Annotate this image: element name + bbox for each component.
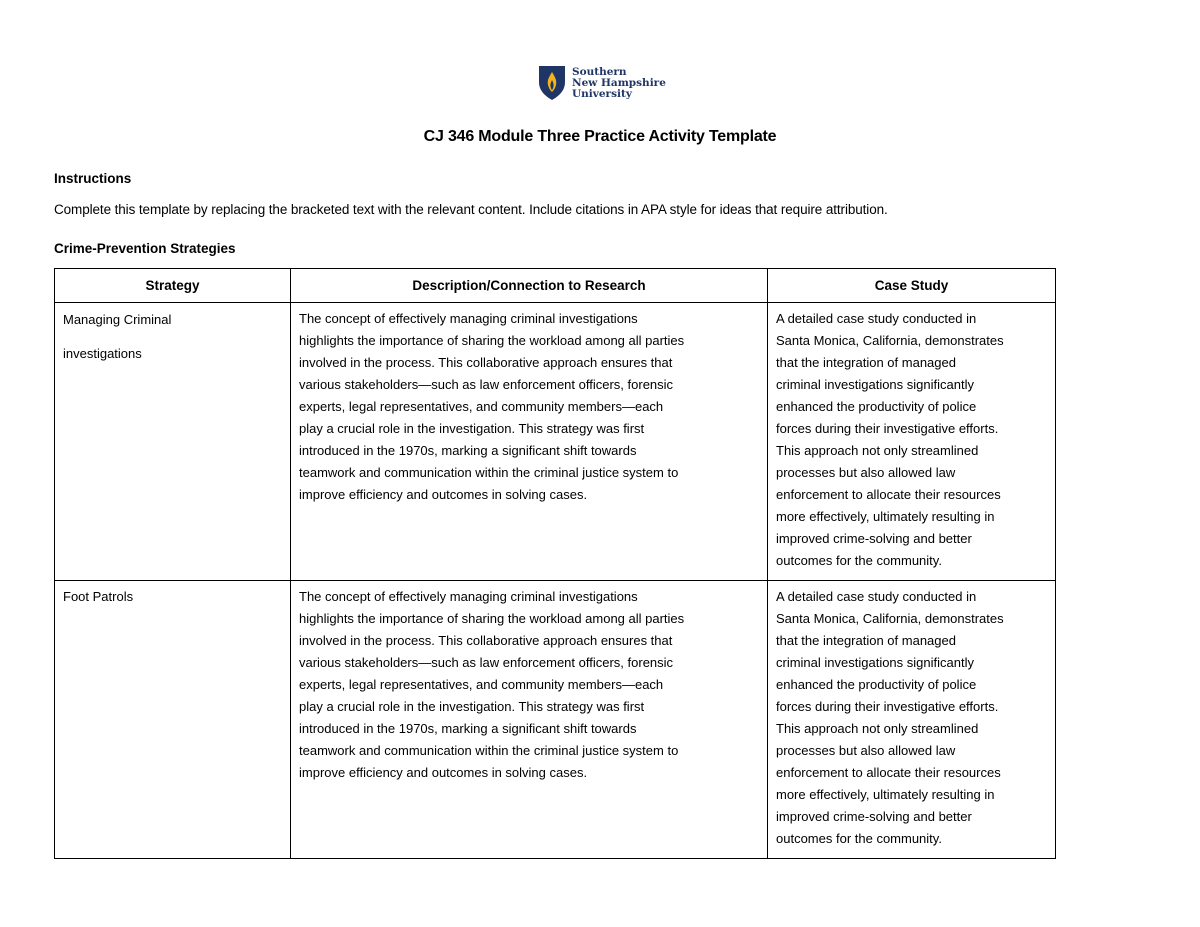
case-study-line: more effectively, ultimately resulting in [776, 787, 995, 802]
instructions-heading: Instructions [54, 171, 132, 186]
case-study-line: enforcement to allocate their resources [776, 765, 1001, 780]
case-study-line: Santa Monica, California, demonstrates [776, 333, 1004, 348]
case-study-cell [768, 581, 1056, 859]
shield-flame-icon [538, 65, 566, 101]
description-line: introduced in the 1970s, marking a significant shift towards [299, 443, 637, 458]
table-row [55, 581, 1056, 859]
case-study-line: outcomes for the community. [776, 831, 942, 846]
case-study-line: processes but also allowed law [776, 743, 956, 758]
description-cell [291, 581, 768, 859]
case-study-line: enhanced the productivity of police [776, 399, 977, 414]
header-strategy: Strategy [55, 269, 291, 303]
case-study-line: enforcement to allocate their resources [776, 487, 1001, 502]
description-line: teamwork and communication within the criminal justice system to [299, 743, 679, 758]
logo-wordmark [572, 67, 666, 100]
table-row [55, 303, 1056, 581]
strategy-cell [55, 581, 291, 859]
case-study-line: Santa Monica, California, demonstrates [776, 611, 1004, 626]
case-study-line: improved crime-solving and better [776, 809, 972, 824]
case-study-line: This approach not only streamlined [776, 443, 979, 458]
instructions-text: Complete this template by replacing the bracketed text with the relevant content. Include citations in APA style for ideas that require attribution. [54, 202, 888, 217]
strategy-cell [55, 303, 291, 581]
strategy-line: Foot Patrols [63, 589, 134, 604]
description-line: experts, legal representatives, and community members—each [299, 399, 664, 414]
description-cell [291, 303, 768, 581]
case-study-line: criminal investigations significantly [776, 655, 974, 670]
strategies-table [54, 268, 1056, 859]
description-line: teamwork and communication within the criminal justice system to [299, 465, 679, 480]
document-title: CJ 346 Module Three Practice Activity Template [423, 128, 777, 145]
description-line: play a crucial role in the investigation. This strategy was first [299, 699, 645, 714]
description-line: The concept of effectively managing criminal investigations [299, 311, 638, 326]
case-study-line: This approach not only streamlined [776, 721, 979, 736]
case-study-line: processes but also allowed law [776, 465, 956, 480]
description-line: improve efficiency and outcomes in solving cases. [299, 765, 588, 780]
table-header-row [55, 269, 1056, 303]
header-case-study: Case Study [768, 269, 1056, 303]
description-line: involved in the process. This collaborative approach ensures that [299, 355, 673, 370]
logo-line-3: University [572, 87, 632, 100]
case-study-line: forces during their investigative efforts. [776, 421, 999, 436]
description-line: highlights the importance of sharing the workload among all parties [299, 333, 685, 348]
description-line: The concept of effectively managing criminal investigations [299, 589, 638, 604]
section-heading: Crime-Prevention Strategies [54, 241, 236, 256]
case-study-line: enhanced the productivity of police [776, 677, 977, 692]
description-line: involved in the process. This collaborative approach ensures that [299, 633, 673, 648]
case-study-line: more effectively, ultimately resulting in [776, 509, 995, 524]
header-description: Description/Connection to Research [291, 269, 768, 303]
case-study-line: outcomes for the community. [776, 553, 942, 568]
description-line: introduced in the 1970s, marking a significant shift towards [299, 721, 637, 736]
strategy-line: investigations [63, 346, 142, 361]
case-study-line: A detailed case study conducted in [776, 311, 977, 326]
description-line: various stakeholders—such as law enforcement officers, forensic [299, 655, 674, 670]
description-line: experts, legal representatives, and community members—each [299, 677, 664, 692]
description-line: improve efficiency and outcomes in solving cases. [299, 487, 588, 502]
case-study-line: improved crime-solving and better [776, 531, 972, 546]
logo-line-1: Southern [572, 65, 627, 78]
case-study-line: forces during their investigative efforts. [776, 699, 999, 714]
case-study-line: that the integration of managed [776, 633, 956, 648]
case-study-line: A detailed case study conducted in [776, 589, 977, 604]
university-logo [538, 64, 666, 102]
case-study-line: criminal investigations significantly [776, 377, 974, 392]
description-line: play a crucial role in the investigation. This strategy was first [299, 421, 645, 436]
description-line: various stakeholders—such as law enforcement officers, forensic [299, 377, 674, 392]
description-line: highlights the importance of sharing the workload among all parties [299, 611, 685, 626]
case-study-line: that the integration of managed [776, 355, 956, 370]
strategy-line: Managing Criminal [63, 312, 172, 327]
case-study-cell [768, 303, 1056, 581]
logo-line-2: New Hampshire [572, 76, 666, 89]
